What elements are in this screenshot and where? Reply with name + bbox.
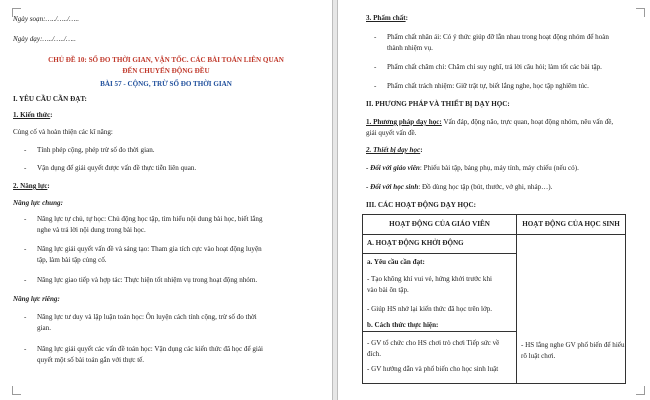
topic-title: CHỦ ĐỀ 10: SỐ ĐO THỜI GIAN, VẬN TỐC. CÁC BÀI TOÁN LIÊN QUAN	[48, 56, 284, 64]
general-skill-item: Năng lực giải quyết vấn đề và sáng tạo: Tham gia tích cực vào hoạt động luyện	[37, 245, 262, 253]
list-bullet: -	[24, 313, 27, 321]
general-skills-heading: Năng lực chung:	[13, 199, 63, 207]
quality-item: Phẩm chất trách nhiệm: Giữ trật tự, biết lắng nghe, học tập nghiêm túc.	[387, 82, 589, 90]
method-item: - GV hướng dẫn và phổ biến cho học sinh luật	[367, 365, 499, 373]
method-item: - GV tổ chức cho HS chơi trò chơi Tiếp sức về	[367, 339, 500, 347]
methods-line: 1. Phương pháp dạy học: Vấn đáp, động não, trực quan, hoạt động nhóm, nêu vấn đề,	[366, 118, 614, 126]
table-row-divider	[363, 331, 516, 332]
table-header-student: HOẠT ĐỘNG CỦA HỌC SINH	[522, 220, 620, 228]
method-heading: b. Cách thức thực hiện:	[367, 321, 439, 329]
specific-skill-item-cont: quyết một số bài toán gắn với thực tế.	[37, 356, 145, 364]
list-bullet: -	[374, 82, 377, 90]
knowledge-item: Vận dụng để giải quyết được vấn đề thực tiễn liên quan.	[37, 164, 197, 172]
goal-item: - Giúp HS nhớ lại kiến thức đã học trên lớp.	[367, 305, 493, 313]
general-skill-item-cont: nghe và trả lời nội dung trong bài học.	[37, 226, 146, 234]
goal-heading: a. Yêu cầu cần đạt:	[367, 258, 425, 266]
methods-line-cont: giải quyết vấn đề.	[366, 129, 417, 137]
table-header-divider	[363, 234, 625, 235]
knowledge-intro: Củng cố và hoàn thiện các kĩ năng:	[13, 128, 113, 136]
general-skill-item: Năng lực tự chủ, tự học: Chủ động học tập, tìm hiểu nội dung bài học, biết lắng	[37, 215, 263, 223]
topic-title-line-2: ĐẾN CHUYỂN ĐỘNG ĐỀU	[122, 67, 210, 75]
specific-skills-heading: Năng lực riêng:	[13, 295, 60, 303]
list-bullet: -	[24, 164, 27, 172]
student-activity-cont: rõ luật chơi.	[521, 352, 556, 360]
list-bullet: -	[24, 276, 27, 284]
section-heading-requirements: I. YÊU CẦU CẦN ĐẠT:	[13, 95, 87, 103]
list-bullet: -	[24, 146, 27, 154]
student-equipment: - Đối với học sinh: Đồ dùng học tập (bút, thước, vở ghi, nháp…).	[366, 183, 553, 191]
specific-skill-item: Năng lực giải quyết các vấn đề toán học: Vận dụng các kiến thức đã học để giải	[37, 345, 264, 353]
table-header-teacher: HOẠT ĐỘNG CỦA GIÁO VIÊN	[389, 220, 490, 228]
margin-corner-mark	[12, 386, 21, 395]
goal-item: - Tạo không khí vui vẻ, hứng khởi trước khi	[367, 275, 492, 283]
general-skill-item: Năng lực giao tiếp và hợp tác: Thực hiện tốt nhiệm vụ trong hoạt động nhóm.	[37, 276, 258, 284]
section-heading-methods: II. PHƯƠNG PHÁP VÀ THIẾT BỊ DẠY HỌC:	[366, 100, 510, 108]
specific-skill-item: Năng lực tư duy và lập luận toán học: Ôn luyện cách tính cộng, trừ số đo thời	[37, 313, 257, 321]
table-column-divider	[516, 215, 517, 383]
quality-item: Phẩm chất nhân ái: Có ý thức giúp đỡ lẫn nhau trong hoạt động nhóm để hoàn	[387, 33, 609, 41]
activity-heading: A. HOẠT ĐỘNG KHỞI ĐỘNG	[367, 239, 464, 247]
activities-table	[362, 214, 626, 384]
list-bullet: -	[374, 63, 377, 71]
general-skill-item-cont: tập, làm bài tập củng cố.	[37, 256, 107, 264]
student-activity: - HS lắng nghe GV phổ biến để hiểu	[521, 341, 625, 349]
margin-corner-mark	[636, 8, 645, 17]
method-item-cont: đích.	[367, 350, 381, 358]
knowledge-heading: 1. Kiến thức:	[13, 111, 53, 119]
list-bullet: -	[24, 215, 27, 223]
goal-item-cont: vào bài ôn tập.	[367, 286, 409, 294]
list-bullet: -	[24, 345, 27, 353]
qualities-heading: 3. Phẩm chất:	[366, 14, 408, 22]
knowledge-item: Tính phép cộng, phép trừ số đo thời gian.	[37, 146, 155, 154]
lesson-title: BÀI 57 - CỘNG, TRỪ SỐ ĐO THỜI GIAN	[100, 80, 232, 88]
date-prepared: Ngày soạn:…../…../…..	[13, 15, 80, 23]
quality-item: Phẩm chất chăm chỉ: Chăm chỉ suy nghĩ, trả lời câu hỏi; làm tốt các bài tập.	[387, 63, 602, 71]
equipment-heading: 2. Thiết bị dạy học:	[366, 146, 423, 154]
document-page-right	[337, 0, 650, 400]
teacher-equipment: - Đối với giáo viên: Phiếu bài tập, bảng phụ, máy tính, máy chiếu (nếu có).	[366, 164, 579, 172]
specific-skill-item-cont: gian.	[37, 324, 51, 332]
list-bullet: -	[24, 245, 27, 253]
table-row-divider	[363, 253, 516, 254]
margin-corner-mark	[636, 386, 645, 395]
section-heading-activities: III. CÁC HOẠT ĐỘNG DẠY HỌC:	[366, 201, 476, 209]
skills-heading: 2. Năng lực:	[13, 182, 50, 190]
list-bullet: -	[374, 33, 377, 41]
quality-item-cont: thành nhiệm vụ.	[387, 44, 433, 52]
date-taught: Ngày dạy:…../…../…..	[13, 35, 76, 43]
